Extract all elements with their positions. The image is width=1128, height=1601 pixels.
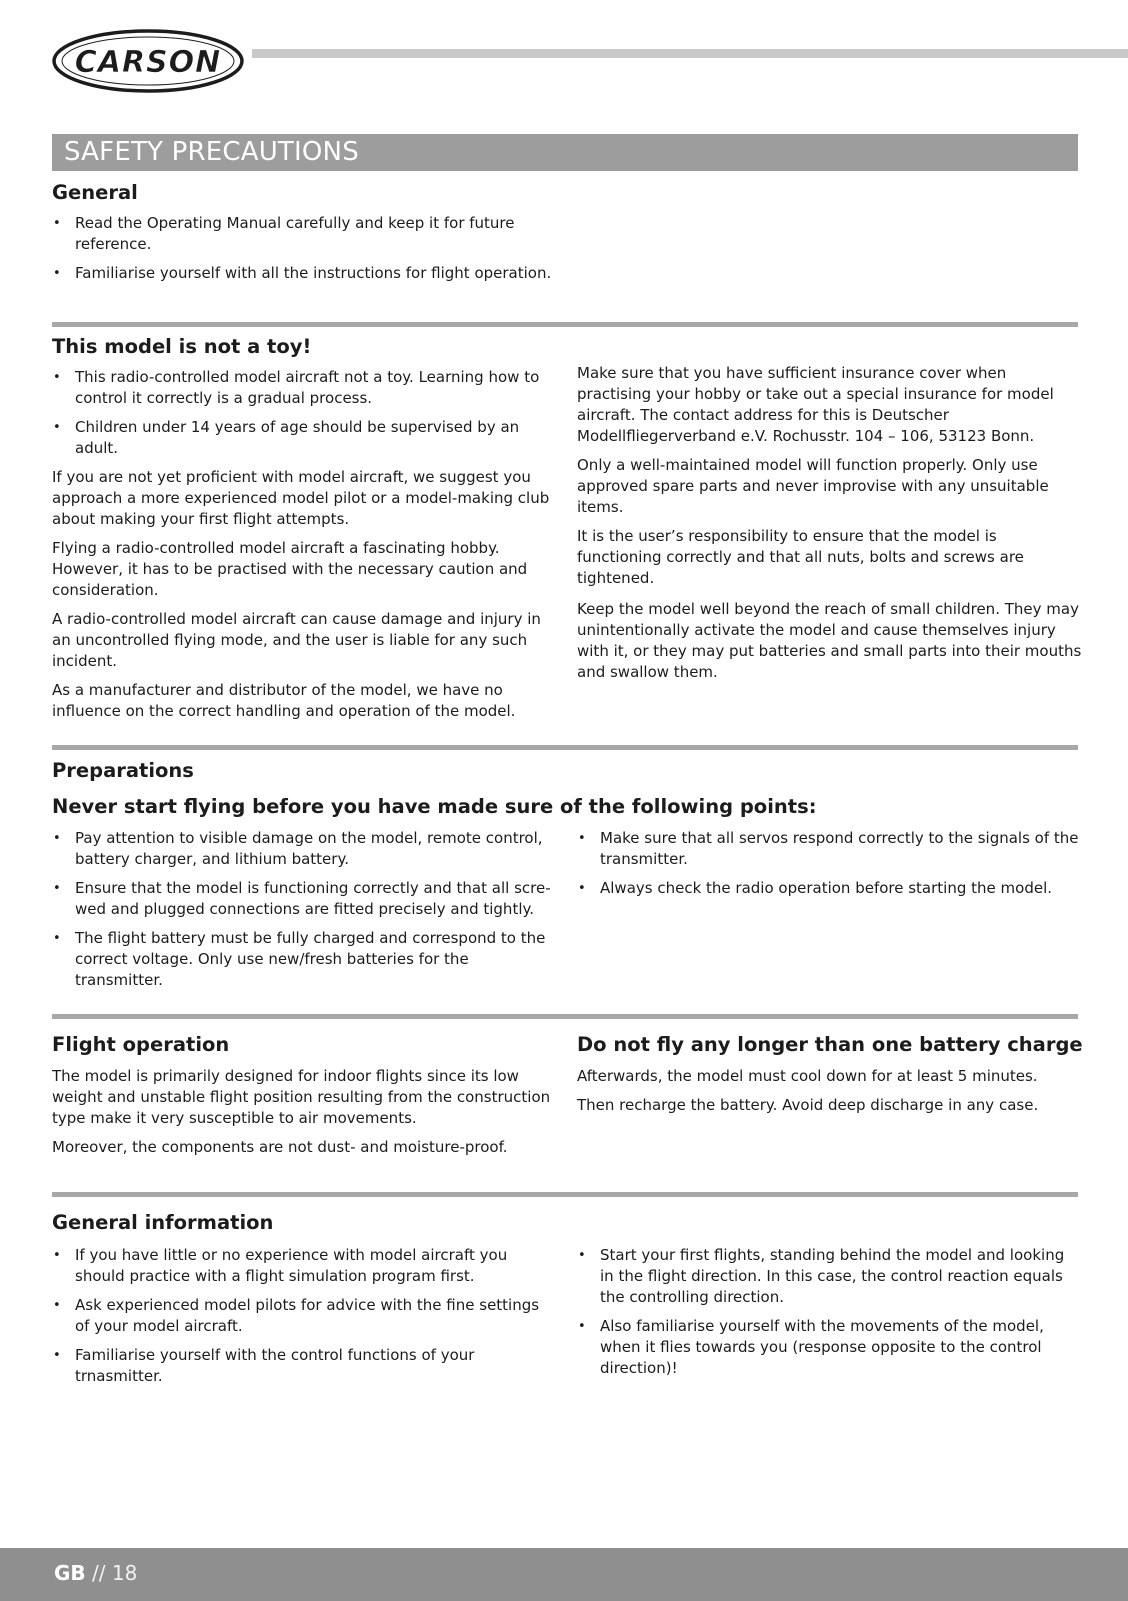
footer-text (54, 1561, 137, 1585)
section-divider (52, 1192, 1078, 1197)
list-item: • Ask experienced model pilots for advice with the fine settings of your model aircraft. (52, 1295, 558, 1337)
general-information-left-column (52, 1245, 558, 1395)
preparations-heading: Preparations (52, 759, 194, 782)
general-list-container (52, 213, 558, 292)
battery-charge-heading: Do not fly any longer than one battery charge (577, 1033, 1083, 1056)
not-a-toy-heading: This model is not a toy! (52, 335, 312, 358)
carson-logo (50, 28, 246, 94)
list-item: • Always check the radio operation before starting the model. (577, 878, 1082, 899)
section-divider (52, 322, 1078, 327)
general-information-right-list (577, 1245, 1082, 1379)
header-rule (252, 49, 1128, 58)
general-list (52, 213, 558, 284)
list-item: • This radio-controlled model aircraft not a toy. Learning how to control it correctly is a gradual process. (52, 367, 558, 409)
flight-operation-column (52, 1066, 558, 1166)
paragraph: Then recharge the battery. Avoid deep discharge in any case. (577, 1096, 1039, 1114)
footer-separator: // (92, 1561, 106, 1585)
preparations-left-list (52, 828, 558, 991)
list-item: • Make sure that all servos respond correctly to the signals of the transmitter. (577, 828, 1082, 870)
list-item: • Also familiarise yourself with the movements of the model, when it flies towards you (response opposite to the control direction)! (577, 1316, 1082, 1379)
section-banner (52, 134, 1078, 171)
not-a-toy-right-bottom (577, 599, 1082, 691)
paragraph: Keep the model well beyond the reach of small children. They may unintentionally activate the model and cause themselves injury with it, or they may put batteries and small parts into their mouths and swallow them. (577, 600, 1082, 681)
not-a-toy-right-column (577, 363, 1082, 597)
preparations-subheading: Never start flying before you have made sure of the following points: (52, 795, 817, 818)
preparations-right-list (577, 828, 1082, 899)
paragraph: As a manufacturer and distributor of the model, we have no influence on the correct handling and operation of the model. (52, 681, 516, 720)
paragraph: Make sure that you have sufficient insurance cover when practising your hobby or take out a special insurance for model aircraft. The contact address for this is Deutscher Modellfliegerverband e.V. Rochusstr. 104 – 106, 53123 Bonn. (577, 364, 1054, 445)
list-item: • Familiarise yourself with all the instructions for flight operation. (52, 263, 558, 284)
preparations-left-column (52, 828, 558, 999)
general-information-right-column (577, 1245, 1082, 1387)
footer-language: GB (54, 1561, 86, 1585)
preparations-right-column (577, 828, 1082, 907)
general-heading: General (52, 181, 138, 204)
list-item: • If you have little or no experience with model aircraft you should practice with a flight simulation program first. (52, 1245, 558, 1287)
list-item: • The flight battery must be fully charged and correspond to the correct voltage. Only use new/fresh batteries for the transmitter. (52, 928, 558, 991)
paragraph: Only a well-maintained model will function properly. Only use approved spare parts and never improvise with any unsuitable items. (577, 456, 1049, 516)
list-item: • Pay attention to visible damage on the model, remote control, battery charger, and lithium battery. (52, 828, 558, 870)
list-item: • Start your first flights, standing behind the model and looking in the flight direction. In this case, the control reaction equals the controlling direction. (577, 1245, 1082, 1308)
paragraph: If you are not yet proficient with model aircraft, we suggest you approach a more experienced model pilot or a model-making club about making your first flight attempts. (52, 468, 550, 528)
not-a-toy-left-column (52, 367, 558, 730)
paragraph: The model is primarily designed for indoor flights since its low weight and unstable flight position resulting from the construction type make it very susceptible to air movements. (52, 1067, 551, 1127)
list-item: • Children under 14 years of age should be supervised by an adult. (52, 417, 558, 459)
page-footer (0, 1548, 1128, 1601)
section-divider (52, 745, 1078, 750)
not-a-toy-list (52, 367, 558, 459)
general-information-left-list (52, 1245, 558, 1387)
banner-title: SAFETY PRECAUTIONS (64, 137, 359, 167)
section-divider (52, 1014, 1078, 1019)
list-item: • Ensure that the model is functioning correctly and that all scre-wed and plugged connections are fitted precisely and tightly. (52, 878, 558, 920)
list-item: • Read the Operating Manual carefully and keep it for future reference. (52, 213, 558, 255)
page-number: 18 (111, 1561, 138, 1585)
brand-wordmark: CARSON (74, 45, 222, 80)
list-item: • Familiarise yourself with the control functions of your trnasmitter. (52, 1345, 558, 1387)
paragraph: A radio-controlled model aircraft can cause damage and injury in an uncontrolled flying mode, and the user is liable for any such incident. (52, 610, 541, 670)
paragraph: Moreover, the components are not dust- and moisture-proof. (52, 1138, 508, 1156)
paragraph: It is the user’s responsibility to ensure that the model is functioning correctly and that all nuts, bolts and screws are tightened. (577, 527, 1024, 587)
paragraph: Afterwards, the model must cool down for at least 5 minutes. (577, 1067, 1038, 1085)
flight-operation-heading: Flight operation (52, 1033, 230, 1056)
general-information-heading: General information (52, 1211, 274, 1234)
paragraph: Flying a radio-controlled model aircraft a fascinating hobby. However, it has to be practised with the necessary caution and consideration. (52, 539, 528, 599)
battery-charge-column (577, 1066, 1082, 1124)
